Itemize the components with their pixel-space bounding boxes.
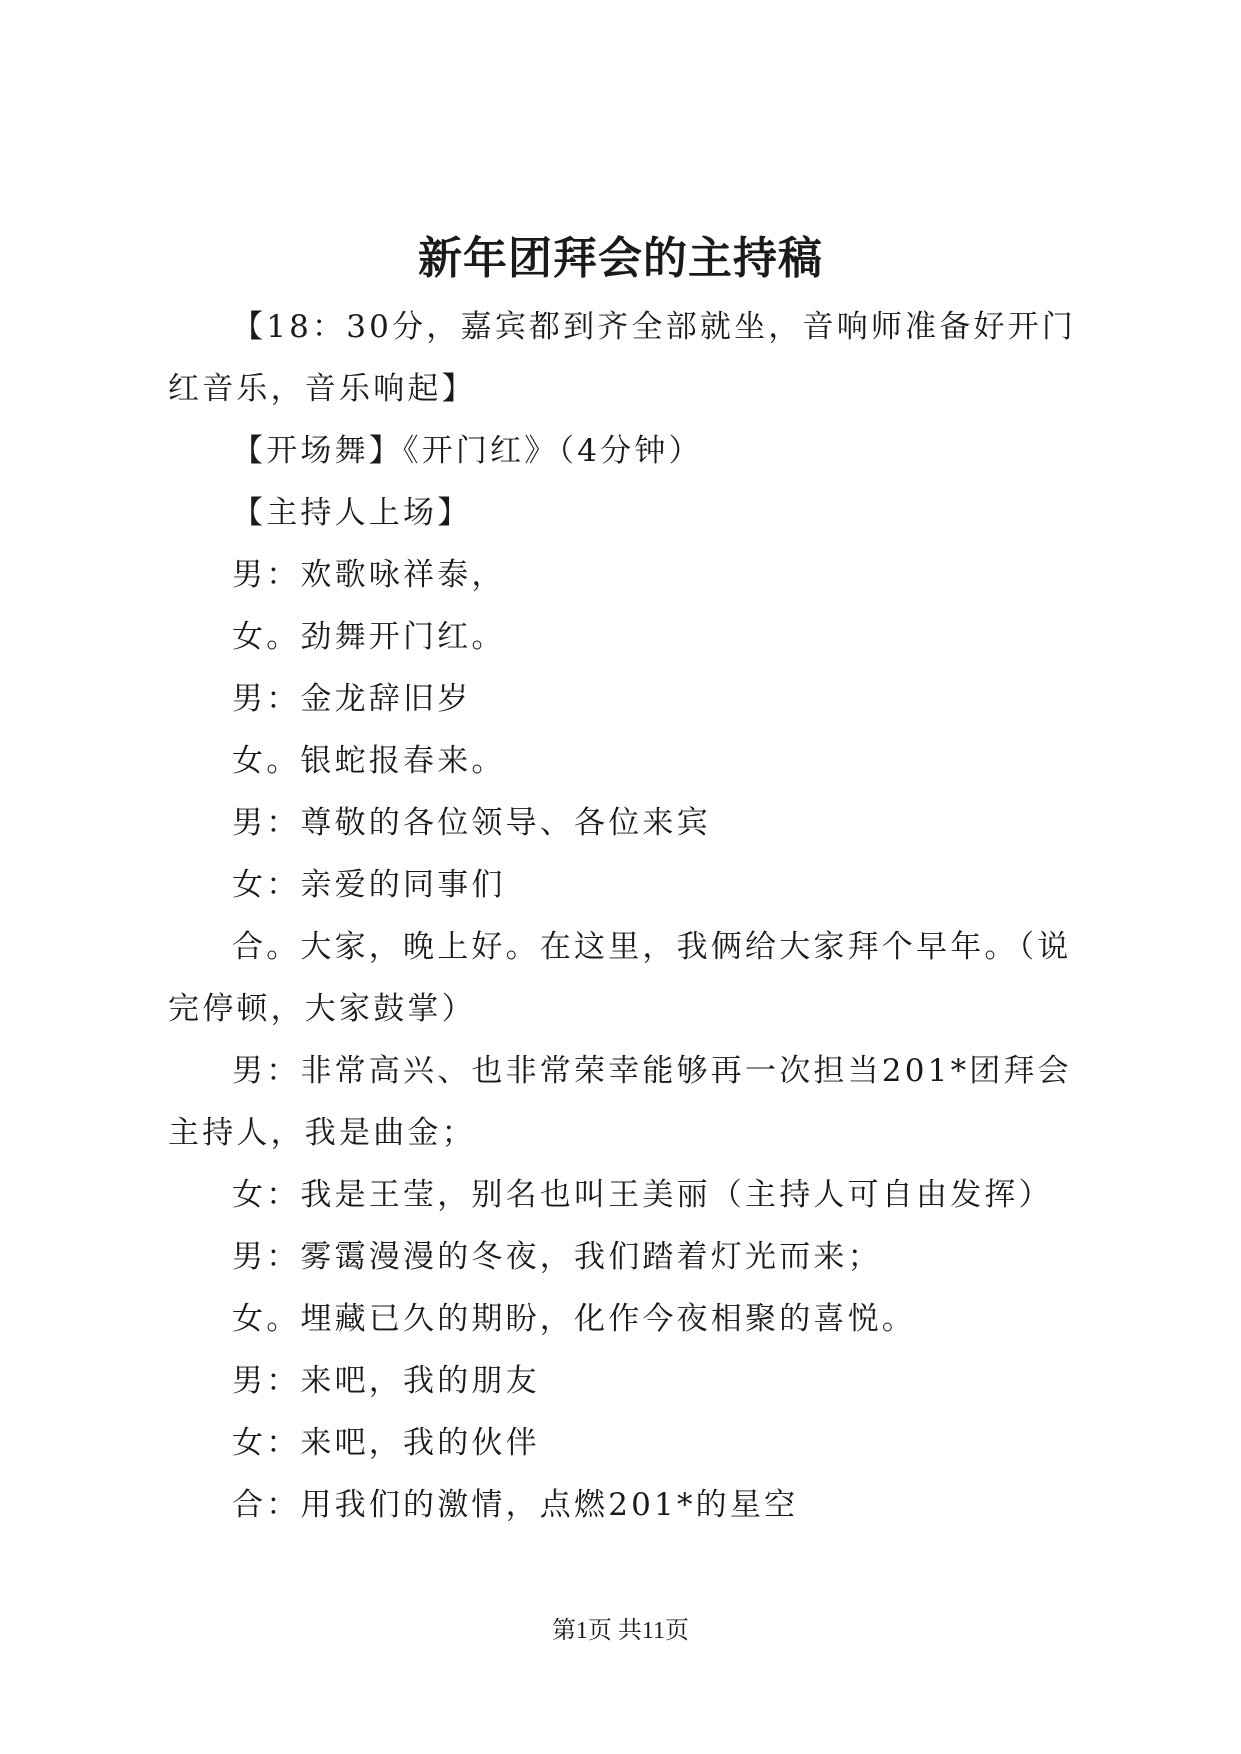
paragraph: 女。劲舞开门红。 bbox=[232, 619, 506, 655]
paragraph: 女。埋藏已久的期盼，化作今夜相聚的喜悦。 bbox=[232, 1301, 916, 1337]
document-body bbox=[168, 296, 1088, 1536]
paragraph: 女：来吧，我的伙伴 bbox=[232, 1425, 540, 1461]
paragraph: 女：亲爱的同事们 bbox=[232, 867, 506, 903]
paragraph: 女：我是王莹，别名也叫王美丽（主持人可自由发挥） bbox=[232, 1177, 1053, 1213]
paragraph: 男：欢歌咏祥泰， bbox=[232, 557, 506, 593]
document-title: 新年团拜会的主持稿 bbox=[418, 233, 823, 284]
paragraph: 【开场舞】《开门红》（4分钟） bbox=[232, 433, 703, 469]
paragraph: 合。大家，晚上好。在这里，我俩给大家拜个早年。（说完停顿，大家鼓掌） bbox=[168, 929, 1072, 1027]
paragraph: 男：尊敬的各位领导、各位来宾 bbox=[232, 805, 711, 841]
paragraph: 合：用我们的激情，点燃201*的星空 bbox=[232, 1487, 799, 1523]
paragraph: 男：来吧，我的朋友 bbox=[232, 1363, 540, 1399]
paragraph: 【主持人上场】 bbox=[232, 495, 472, 531]
paragraph: 男：金龙辞旧岁 bbox=[232, 681, 472, 717]
paragraph: 男：雾霭漫漫的冬夜，我们踏着灯光而来； bbox=[232, 1239, 882, 1275]
paragraph: 【18：30分，嘉宾都到齐全部就坐，音响师准备好开门红音乐，音乐响起】 bbox=[168, 309, 1077, 407]
page-number-footer: 第1页 共11页 bbox=[551, 1618, 690, 1644]
paragraph: 男：非常高兴、也非常荣幸能够再一次担当201*团拜会主持人，我是曲金； bbox=[168, 1053, 1072, 1151]
paragraph: 女。银蛇报春来。 bbox=[232, 743, 506, 779]
